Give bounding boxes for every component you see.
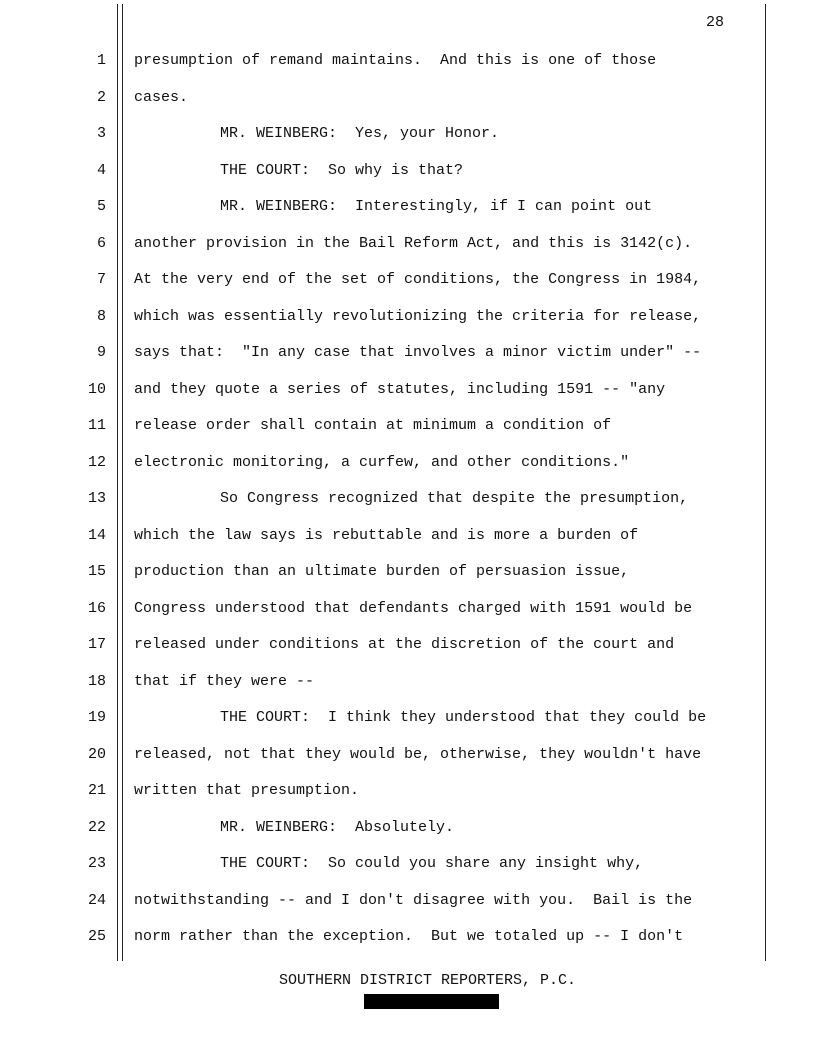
page-number: 28 (706, 14, 725, 31)
line-text: that if they were -- (134, 672, 315, 690)
line-text: Congress understood that defendants charged with 1591 would be (134, 599, 693, 617)
line-text: another provision in the Bail Reform Act, and this is 3142(c). (134, 234, 693, 252)
transcript-line (0, 744, 816, 781)
line-text: MR. WEINBERG: Interestingly, if I can point out (220, 198, 653, 215)
line-text: written that presumption. (134, 782, 360, 799)
transcript-line (0, 853, 816, 890)
transcript-line (0, 634, 816, 671)
transcript-line (0, 890, 816, 927)
transcript-line (0, 233, 816, 270)
line-number: 13 (87, 490, 106, 507)
transcript-line (0, 561, 816, 598)
line-text: THE COURT: So why is that? (220, 161, 464, 179)
line-text: production than an ultimate burden of persuasion issue, (134, 563, 630, 580)
line-text: released, not that they would be, otherwise, they wouldn't have (134, 745, 702, 763)
line-number: 17 (87, 636, 106, 653)
transcript-lines (0, 50, 816, 963)
line-text: notwithstanding -- and I don't disagree with you. Bail is the (134, 891, 693, 909)
line-number: 10 (87, 380, 106, 398)
line-number: 2 (96, 88, 106, 106)
line-number: 9 (96, 344, 106, 361)
line-text: At the very end of the set of conditions, the Congress in 1984, (134, 271, 702, 288)
line-number: 4 (96, 161, 106, 179)
transcript-line (0, 817, 816, 854)
line-number: 23 (87, 855, 106, 872)
line-number: 16 (87, 599, 106, 617)
transcript-line (0, 707, 816, 744)
transcript-line (0, 306, 816, 343)
line-number: 11 (87, 417, 106, 434)
line-text: says that: "In any case that involves a minor victim under" -- (134, 344, 702, 361)
line-number: 15 (87, 563, 106, 580)
line-text: So Congress recognized that despite the presumption, (220, 490, 689, 507)
line-text: which was essentially revolutionizing the criteria for release, (134, 307, 702, 325)
transcript-line (0, 87, 816, 124)
transcript-line (0, 342, 816, 379)
transcript-line (0, 50, 816, 87)
line-text: and they quote a series of statutes, including 1591 -- "any (134, 380, 666, 398)
line-text: MR. WEINBERG: Absolutely. (220, 818, 455, 836)
line-text: which the law says is rebuttable and is more a burden of (134, 526, 639, 544)
transcript-line (0, 525, 816, 562)
transcript-line (0, 196, 816, 233)
line-text: released under conditions at the discretion of the court and (134, 636, 675, 653)
transcript-line (0, 160, 816, 197)
line-text: release order shall contain at minimum a condition of (134, 417, 612, 434)
line-text: cases. (134, 88, 189, 106)
line-number: 24 (87, 891, 106, 909)
line-number: 20 (87, 745, 106, 763)
line-text: THE COURT: I think they understood that they could be (220, 709, 707, 726)
line-number: 3 (96, 125, 106, 142)
transcript-line (0, 926, 816, 963)
line-number: 14 (87, 526, 106, 544)
transcript-line (0, 452, 816, 489)
transcript-line (0, 598, 816, 635)
line-number: 12 (87, 453, 106, 471)
reporter-name: SOUTHERN DISTRICT REPORTERS, P.C. (279, 972, 577, 989)
line-number: 6 (96, 234, 106, 252)
transcript-line (0, 671, 816, 708)
transcript-line (0, 269, 816, 306)
line-number: 18 (87, 672, 106, 690)
line-text: presumption of remand maintains. And this is one of those (134, 52, 657, 69)
line-text: electronic monitoring, a curfew, and other conditions." (134, 453, 630, 471)
line-number: 5 (96, 198, 106, 215)
transcript-line (0, 123, 816, 160)
line-number: 25 (87, 928, 106, 945)
transcript-line (0, 780, 816, 817)
line-number: 19 (87, 709, 106, 726)
line-text: THE COURT: So could you share any insight why, (220, 855, 644, 872)
line-number: 21 (87, 782, 106, 799)
line-number: 1 (96, 52, 106, 69)
line-text: norm rather than the exception. But we totaled up -- I don't (134, 928, 684, 945)
transcript-line (0, 488, 816, 525)
transcript-line (0, 415, 816, 452)
transcript-line (0, 379, 816, 416)
line-number: 7 (96, 271, 106, 288)
line-number: 8 (96, 307, 106, 325)
line-text: MR. WEINBERG: Yes, your Honor. (220, 125, 500, 142)
redaction-bar (364, 994, 499, 1009)
line-number: 22 (87, 818, 106, 836)
